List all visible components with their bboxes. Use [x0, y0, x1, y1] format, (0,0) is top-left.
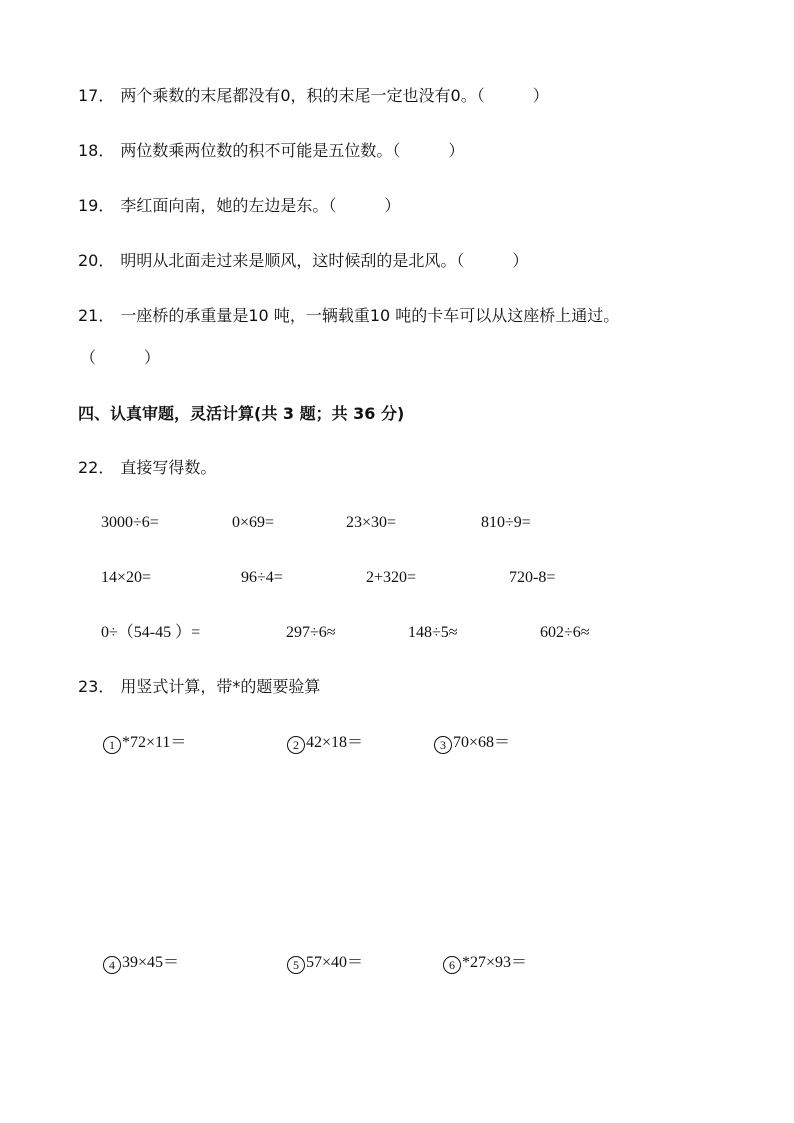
question-19 — [78, 196, 400, 216]
question-text: 用竖式计算，带*的题要验算 — [120, 677, 321, 696]
question-text: 一座桥的承重量是10 吨，一辆载重10 吨的卡车可以从这座桥上通过。 — [120, 306, 620, 325]
question-number: 20． — [78, 251, 115, 270]
question-23 — [78, 677, 320, 697]
question-number: 18． — [78, 141, 115, 160]
circled-number-marker: 3 — [434, 736, 452, 754]
question-text: 两位数乘两位数的积不可能是五位数。（ ） — [120, 141, 465, 160]
circled-number-marker: 6 — [443, 956, 461, 974]
calc-item: 297÷6≈ — [286, 624, 336, 641]
calc-item: 23×30= — [346, 514, 397, 531]
question-18 — [78, 141, 464, 161]
question-text: 明明从北面走过来是顺风，这时候刮的是北风。（ ） — [120, 251, 529, 270]
calc-expression: *72×11＝ — [122, 734, 187, 751]
circled-number-marker: 1 — [103, 736, 121, 754]
vertical-calc-item — [287, 953, 363, 974]
calc-item: 720-8= — [509, 569, 556, 586]
question-21-answer-blank: （ ） — [80, 348, 161, 367]
calc-expression: 70×68＝ — [453, 734, 511, 751]
calc-expression: *27×93＝ — [462, 954, 528, 971]
calc-item: 2+320= — [366, 569, 417, 586]
calc-item: 0×69= — [232, 514, 275, 531]
question-text: 两个乘数的末尾都没有0，积的末尾一定也没有0。（ ） — [120, 86, 549, 105]
section-heading: 四、认真审题，灵活计算(共 3 题；共 36 分) — [78, 404, 405, 423]
calc-item: 0÷（54-45 ）= — [101, 624, 201, 641]
question-number: 21． — [78, 306, 115, 325]
question-number: 17． — [78, 86, 115, 105]
question-17 — [78, 86, 549, 106]
question-22 — [78, 458, 216, 478]
vertical-calc-item — [103, 733, 186, 754]
question-text: 直接写得数。 — [120, 458, 217, 477]
calc-item: 148÷5≈ — [408, 624, 458, 641]
circled-number-marker: 4 — [103, 956, 121, 974]
vertical-calc-item — [103, 953, 179, 974]
calc-item: 810÷9= — [481, 514, 531, 531]
calc-expression: 57×40＝ — [306, 954, 364, 971]
question-number: 19． — [78, 196, 115, 215]
question-21 — [78, 306, 619, 326]
calc-expression: 39×45＝ — [122, 954, 180, 971]
calc-item: 14×20= — [101, 569, 152, 586]
calc-item: 3000÷6= — [101, 514, 159, 531]
circled-number-marker: 5 — [287, 956, 305, 974]
vertical-calc-item — [434, 733, 510, 754]
circled-number-marker: 2 — [287, 736, 305, 754]
calc-item: 96÷4= — [241, 569, 283, 586]
calc-item: 602÷6≈ — [540, 624, 590, 641]
vertical-calc-item — [443, 953, 527, 974]
vertical-calc-item — [287, 733, 363, 754]
calc-expression: 42×18＝ — [306, 734, 364, 751]
question-number: 22． — [78, 458, 115, 477]
question-number: 23． — [78, 677, 115, 696]
question-text: 李红面向南，她的左边是东。（ ） — [120, 196, 401, 215]
question-20 — [78, 251, 528, 271]
